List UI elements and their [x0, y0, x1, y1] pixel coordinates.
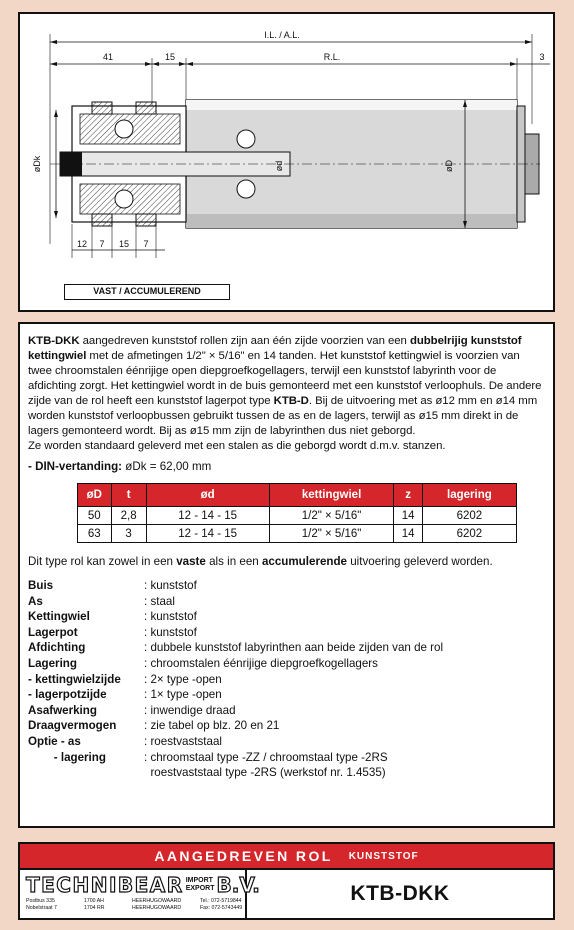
col-od-shaft: ød	[146, 484, 269, 507]
address-line: Fax: 072-5743449	[200, 904, 243, 911]
logo-wordmark: TECHNIBEAR	[26, 873, 184, 897]
property-value: : kunststof	[144, 610, 197, 624]
property-key: - lagerpotzijde	[28, 688, 107, 702]
address-line: HEERHUGOWAARD	[132, 904, 182, 911]
property-value: : staal	[144, 594, 175, 608]
property-key: Optie - as	[28, 734, 81, 748]
property-key: Lagerpot	[28, 625, 78, 639]
property-row	[28, 750, 546, 766]
footer-body	[20, 870, 553, 918]
property-row	[28, 703, 546, 719]
dim-7a: 7	[99, 239, 105, 249]
usage-vaste: vaste	[176, 555, 206, 568]
property-value: : 2× type -open	[144, 672, 222, 686]
property-value: : chroomstaal type -ZZ / chroomstaal type -2RS	[144, 750, 388, 764]
dim-3: 3	[539, 52, 545, 62]
model-code: KTB-DKK	[350, 882, 450, 905]
din-value: øDk = 62,00 mm	[125, 460, 212, 473]
dim-15-bottom: 15	[118, 239, 130, 249]
table-cell: 63	[78, 525, 112, 543]
dim-od-small: ød	[274, 160, 284, 172]
footer-panel	[18, 842, 555, 920]
table-cell: 1/2" × 5/16"	[269, 525, 394, 543]
intro-paragraph	[28, 334, 546, 439]
property-value: : inwendige draad	[144, 703, 236, 717]
property-value: : dubbele kunststof labyrinthen aan beide zijden van de rol	[144, 641, 444, 655]
footer-title: AANGEDREVEN ROL	[154, 848, 333, 864]
footer-subtitle: KUNSTSTOF	[348, 850, 419, 862]
logo-import-export	[186, 877, 215, 893]
company-logo	[26, 873, 260, 897]
logo-export: EXPORT	[185, 885, 215, 892]
technical-drawing-panel	[18, 12, 555, 312]
property-row	[28, 609, 546, 625]
company-address	[26, 898, 243, 911]
dim-il-al: I.L. / A.L.	[264, 30, 300, 40]
footer-title-bar	[20, 844, 553, 870]
logo-import: IMPORT	[185, 877, 213, 884]
property-value: : 1× type -open	[144, 688, 222, 702]
property-value: : roestvaststaal	[144, 734, 222, 748]
din-line	[28, 460, 546, 473]
intro-text-3: . Bij de uitvoering met as ø12 mm en ø14 mm worden kunststof verloopbussen gebruikt tussen de as en de lagers, terwijl as ø15 mm direkt in de lagers gemonteerd wordt. Bij as ø15 mm zijn de labyrinthen dus niet geborgd.	[28, 395, 538, 437]
col-lagering: lagering	[422, 484, 516, 507]
vast-accumulerend-label: VAST / ACCUMULEREND	[64, 284, 230, 300]
address-line: 1704 RR	[84, 904, 105, 911]
property-key: - kettingwielzijde	[28, 672, 121, 686]
table-cell: 12 - 14 - 15	[146, 507, 269, 525]
property-value: : chroomstalen éénrijige diepgroefkogellagers	[144, 656, 378, 670]
table-cell: 12 - 14 - 15	[146, 525, 269, 543]
property-row	[28, 718, 546, 734]
usage-text-c: als in een	[205, 555, 262, 568]
intro-text-1: aangedreven kunststof rollen zijn aan één zijde voorzien van een	[79, 335, 410, 347]
property-key: Draagvermogen	[28, 719, 117, 733]
address-line: Nobelstraat 7	[26, 904, 57, 911]
property-row	[28, 594, 546, 610]
table-cell: 3	[111, 525, 146, 543]
property-row	[28, 687, 546, 703]
address-line: Tel.: 072-5719844	[200, 898, 242, 904]
dim-41: 41	[102, 52, 114, 62]
logo-bv: B.V.	[216, 873, 260, 897]
dim-7b: 7	[143, 239, 149, 249]
property-row	[28, 672, 546, 688]
address-line: Postbus 335	[26, 898, 55, 904]
col-z: z	[394, 484, 422, 507]
property-key: Afdichting	[28, 641, 86, 655]
property-value: : zie tabel op blz. 20 en 21	[144, 719, 280, 733]
company-logo-block	[20, 870, 260, 918]
usage-text-e: uitvoering geleverd worden.	[347, 555, 493, 568]
property-key: Lagering	[28, 656, 77, 670]
table-cell: 14	[394, 507, 422, 525]
dim-odk: øDk	[32, 155, 42, 173]
property-value: roestvaststaal type -2RS (werkstof nr. 1.4535)	[144, 766, 386, 780]
col-t: t	[111, 484, 146, 507]
address-line: HEERHUGOWAARD	[132, 898, 182, 904]
intro-sprocket: dubbelrijig kunststof kettingwiel	[28, 335, 522, 362]
din-label: - DIN-vertanding:	[28, 460, 126, 473]
property-key: Buis	[28, 579, 54, 592]
intro-paragraph-2: Ze worden standaard geleverd met een stalen as die geborgd wordt d.m.v. stanzen.	[28, 440, 446, 452]
table-cell: 1/2" × 5/16"	[269, 507, 394, 525]
intro-ktbd: KTB-D	[273, 395, 309, 407]
col-kettingwiel: kettingwiel	[269, 484, 394, 507]
description-panel	[18, 322, 555, 828]
property-row	[28, 640, 546, 656]
property-row	[28, 734, 546, 750]
intro-text-2: met de afmetingen 1/2" × 5/16" en 14 tanden. Het kunststof kettingwiel is voorzien van twee chroomstalen éénrijige open diepgroefkogellagers, terwijl een kunststof labyrinth voor de afdichting zorgt. Het kettingwiel wordt in de buis gemonteerd met een kunststof verloophuls. De andere zijde van de rol heeft een kunststof lagerpot type	[28, 350, 542, 407]
table-cell: 50	[78, 507, 112, 525]
property-value: : kunststof	[144, 579, 197, 592]
dim-rl: R.L.	[323, 52, 341, 62]
table-cell: 2,8	[111, 507, 146, 525]
property-row	[28, 656, 546, 672]
property-key: Asafwerking	[28, 703, 97, 717]
usage-accumulerende: accumulerende	[261, 555, 348, 568]
usage-line	[28, 555, 546, 568]
properties-list	[28, 578, 546, 781]
table-cell: 6202	[422, 507, 516, 525]
dim-15-top: 15	[164, 52, 176, 62]
spec-table-header	[78, 484, 517, 507]
dim-12: 12	[76, 239, 88, 249]
property-key: - lagering	[28, 750, 106, 764]
property-key: Kettingwiel	[28, 610, 90, 624]
property-value: : kunststof	[144, 625, 197, 639]
table-row	[78, 507, 517, 525]
spec-table	[77, 483, 517, 543]
dim-od-big: øD	[444, 160, 454, 172]
table-cell: 6202	[422, 525, 516, 543]
table-cell: 14	[394, 525, 422, 543]
property-key	[28, 765, 144, 781]
col-od: øD	[78, 484, 112, 507]
usage-text-a: Dit type rol kan zowel in een	[28, 555, 177, 568]
property-row	[28, 625, 546, 641]
roller-cross-section-drawing	[20, 14, 557, 314]
intro-model: KTB-DKK	[28, 335, 80, 347]
property-key: As	[28, 594, 43, 608]
address-line: 1700 AH	[84, 898, 104, 904]
property-row	[28, 765, 546, 781]
table-row	[78, 525, 517, 543]
property-row	[28, 578, 546, 594]
